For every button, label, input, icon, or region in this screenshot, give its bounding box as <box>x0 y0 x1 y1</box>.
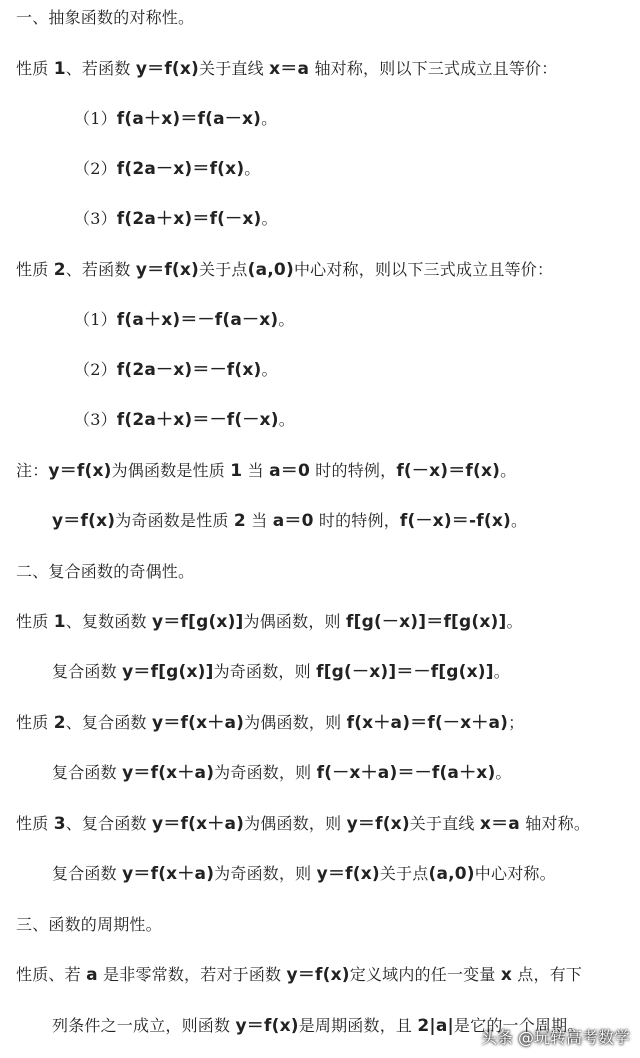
text-fragment: 。 <box>261 109 278 128</box>
section-heading-symmetry <box>16 7 194 29</box>
math-expression: f(2a－x)＝f(x) <box>116 159 245 179</box>
text-fragment: 为偶函数是性质 <box>111 461 231 480</box>
math-expression: y <box>316 864 328 884</box>
property-1-formula-3 <box>74 208 278 230</box>
math-expression: a <box>297 59 310 79</box>
text-fragment: 注： <box>16 461 49 480</box>
math-expression: y <box>152 814 164 834</box>
math-expression: f(－x)＝f(x) <box>396 461 501 481</box>
math-expression: ＝ <box>147 59 165 79</box>
math-expression: f[g(x)] <box>150 662 214 682</box>
text-fragment: 性质 <box>16 59 54 78</box>
math-expression: ＝ <box>59 461 77 481</box>
text-fragment: 为偶函数，则 <box>244 814 347 833</box>
text-fragment: 、复合函数 <box>65 814 153 833</box>
math-expression: f(x) <box>315 965 350 985</box>
text-fragment: 为偶函数，则 <box>243 612 347 631</box>
math-expression: 0 <box>297 461 311 481</box>
text-fragment: 轴对称，则以下三式成立且等价： <box>309 59 558 78</box>
text-fragment: （2） <box>74 159 117 178</box>
math-expression: y <box>122 763 134 783</box>
math-expression: a <box>272 511 285 531</box>
math-expression: y <box>135 260 148 280</box>
text-fragment: 一、抽象函数的对称性。 <box>16 8 195 27</box>
text-fragment: 性质 <box>16 612 54 631</box>
math-expression: (a,0) <box>428 864 475 884</box>
math-expression: y <box>152 612 164 632</box>
math-expression: ＝ <box>133 763 151 783</box>
math-expression: ＝ <box>63 511 81 531</box>
text-fragment: 复合函数 <box>52 763 123 782</box>
composite-property-1-odd <box>52 661 510 683</box>
math-expression: f[g(－x)]＝f[g(x)] <box>346 612 507 632</box>
text-fragment: 时的特例， <box>313 511 400 530</box>
math-expression: ＝ <box>280 461 298 481</box>
text-fragment: 点，有下 <box>512 965 583 984</box>
text-fragment: 二、复合函数的奇偶性。 <box>16 562 195 581</box>
math-expression: 2 <box>53 713 66 733</box>
math-expression: f(a＋x)＝f(a－x) <box>116 109 262 129</box>
text-fragment: 、复合函数 <box>65 713 153 732</box>
text-fragment: 当 <box>242 461 270 480</box>
math-expression: f(x＋a)＝f(－x＋a) <box>346 713 509 733</box>
composite-property-3-odd <box>52 863 556 885</box>
text-fragment: 性质 <box>16 260 54 279</box>
math-expression: a <box>86 965 98 985</box>
text-fragment: 。 <box>506 612 523 631</box>
text-fragment: （3） <box>74 209 117 228</box>
text-fragment: 关于点 <box>379 864 429 883</box>
text-fragment: 。 <box>278 410 295 429</box>
text-fragment: （1） <box>74 109 117 128</box>
property-2-formula-3 <box>74 409 295 431</box>
text-fragment: 、若函数 <box>65 59 136 78</box>
text-fragment: （2） <box>74 360 117 379</box>
text-fragment: 中心对称。 <box>474 864 556 883</box>
text-fragment: 。 <box>278 310 295 329</box>
text-fragment: 复合函数 <box>52 662 123 681</box>
text-fragment: 性质 <box>16 713 54 732</box>
math-expression: 2 <box>53 260 66 280</box>
math-expression: f[g(x)] <box>180 612 244 632</box>
text-fragment: 定义域内的任一变量 <box>349 965 501 984</box>
math-expression: f(－x＋a)＝－f(a＋x) <box>316 763 496 783</box>
math-expression: 1 <box>230 461 243 481</box>
math-expression: f(x) <box>80 511 116 531</box>
text-fragment: ； <box>508 713 525 732</box>
math-expression: f(x＋a) <box>180 713 245 733</box>
math-expression: 3 <box>53 814 66 834</box>
text-fragment: 列条件之一成立，则函数 <box>52 1016 236 1035</box>
text-fragment: 、若函数 <box>65 260 136 279</box>
math-expression: ＝ <box>357 814 376 834</box>
text-fragment: 关于点 <box>199 260 248 279</box>
periodicity-statement-line-1 <box>16 964 582 986</box>
source-watermark: 头条 @玩转高考数学 <box>480 1028 630 1047</box>
math-expression: f(x) <box>264 1016 299 1036</box>
text-fragment: 是非零常数，若对于函数 <box>97 965 287 984</box>
math-expression: ＝ <box>327 864 346 884</box>
math-expression: x <box>269 59 281 79</box>
math-expression: f(x) <box>375 814 410 834</box>
text-fragment: 是它的一个周期。 <box>453 1016 584 1035</box>
math-expression: f(x＋a) <box>180 814 245 834</box>
text-fragment: 为奇函数，则 <box>214 864 317 883</box>
math-expression: ＝ <box>163 814 181 834</box>
text-fragment: 是周期函数，且 <box>298 1016 418 1035</box>
math-expression: ＝ <box>163 612 181 632</box>
math-expression: f(x＋a) <box>150 763 215 783</box>
math-expression: f[g(－x)]＝－f[g(x)] <box>316 662 494 682</box>
section-heading-periodicity <box>16 914 162 936</box>
math-expression: 2 <box>233 511 246 531</box>
math-expression: ＝ <box>284 511 302 531</box>
text-fragment: 。 <box>493 662 510 681</box>
math-expression: a <box>508 814 520 834</box>
math-expression: 2|a| <box>417 1016 454 1036</box>
text-fragment: 。 <box>500 461 517 480</box>
property-1-statement <box>16 58 557 80</box>
math-expression: x <box>500 965 513 985</box>
text-fragment: 。 <box>244 159 261 178</box>
text-fragment: 时的特例， <box>310 461 397 480</box>
math-expression: y <box>122 662 134 682</box>
math-expression: 1 <box>53 612 66 632</box>
math-expression: ＝ <box>163 713 181 733</box>
math-expression: f(－x)＝-f(x) <box>399 511 511 531</box>
math-expression: f(x) <box>76 461 112 481</box>
math-expression: ＝ <box>280 59 298 79</box>
math-expression: 1 <box>53 59 66 79</box>
note-even-function <box>16 460 516 482</box>
text-fragment: （3） <box>74 410 117 429</box>
property-2-formula-1 <box>74 309 295 331</box>
text-fragment: 复合函数 <box>52 864 123 883</box>
property-1-formula-2 <box>74 158 261 180</box>
text-fragment: （1） <box>74 310 117 329</box>
composite-property-3-even <box>16 813 590 835</box>
text-fragment: 为奇函数，则 <box>214 763 317 782</box>
text-fragment: 。 <box>510 511 528 530</box>
math-expression: ＝ <box>133 662 151 682</box>
math-expression: f(2a＋x)＝f(－x) <box>116 209 262 229</box>
text-fragment: 关于直线 <box>409 814 480 833</box>
math-expression: f(x) <box>164 260 200 280</box>
math-expression: y <box>48 461 60 481</box>
text-fragment: 性质、若 <box>16 965 87 984</box>
math-expression: f(x) <box>164 59 200 79</box>
math-expression: f(x) <box>345 864 380 884</box>
composite-property-1-even <box>16 611 523 633</box>
text-fragment: 、复数函数 <box>65 612 153 631</box>
text-fragment: 当 <box>245 511 273 530</box>
text-fragment: 为奇函数，则 <box>213 662 317 681</box>
text-fragment: 轴对称。 <box>519 814 591 833</box>
section-heading-composite-parity <box>16 561 194 583</box>
text-fragment: 为奇函数是性质 <box>115 511 234 530</box>
math-expression: ＝ <box>297 965 316 985</box>
math-expression: 0 <box>301 511 314 531</box>
composite-property-2-even <box>16 712 524 734</box>
math-expression: f(x＋a) <box>150 864 215 884</box>
math-expression: y <box>152 713 164 733</box>
math-expression: f(a＋x)＝－f(a－x) <box>116 310 279 330</box>
math-expression: a <box>269 461 281 481</box>
math-expression: y <box>346 814 358 834</box>
note-odd-function <box>52 510 527 532</box>
math-expression: ＝ <box>133 864 151 884</box>
math-expression: ＝ <box>491 814 509 834</box>
property-1-formula-1 <box>74 108 277 130</box>
text-fragment: 关于直线 <box>199 59 270 78</box>
math-expression: x <box>479 814 492 834</box>
composite-property-2-odd <box>52 762 512 784</box>
math-expression: y <box>52 511 64 531</box>
text-fragment: 。 <box>261 209 278 228</box>
math-expression: f(2a－x)＝－f(x) <box>116 360 262 380</box>
math-expression: y <box>122 864 134 884</box>
math-expression: ＝ <box>246 1016 264 1036</box>
text-fragment: 。 <box>495 763 512 782</box>
math-expression: ＝ <box>147 260 165 280</box>
math-expression: y <box>286 965 298 985</box>
property-2-formula-2 <box>74 359 278 381</box>
math-expression: f(2a＋x)＝－f(－x) <box>116 410 279 430</box>
text-fragment: 。 <box>261 360 278 379</box>
math-expression: (a,0) <box>247 260 294 280</box>
math-expression: y <box>135 59 148 79</box>
text-fragment: 为偶函数，则 <box>244 713 347 732</box>
text-fragment: 中心对称，则以下三式成立且等价： <box>293 260 554 279</box>
text-fragment: 三、函数的周期性。 <box>16 915 162 934</box>
math-expression: y <box>235 1016 247 1036</box>
property-2-statement <box>16 259 553 281</box>
text-fragment: 性质 <box>16 814 54 833</box>
